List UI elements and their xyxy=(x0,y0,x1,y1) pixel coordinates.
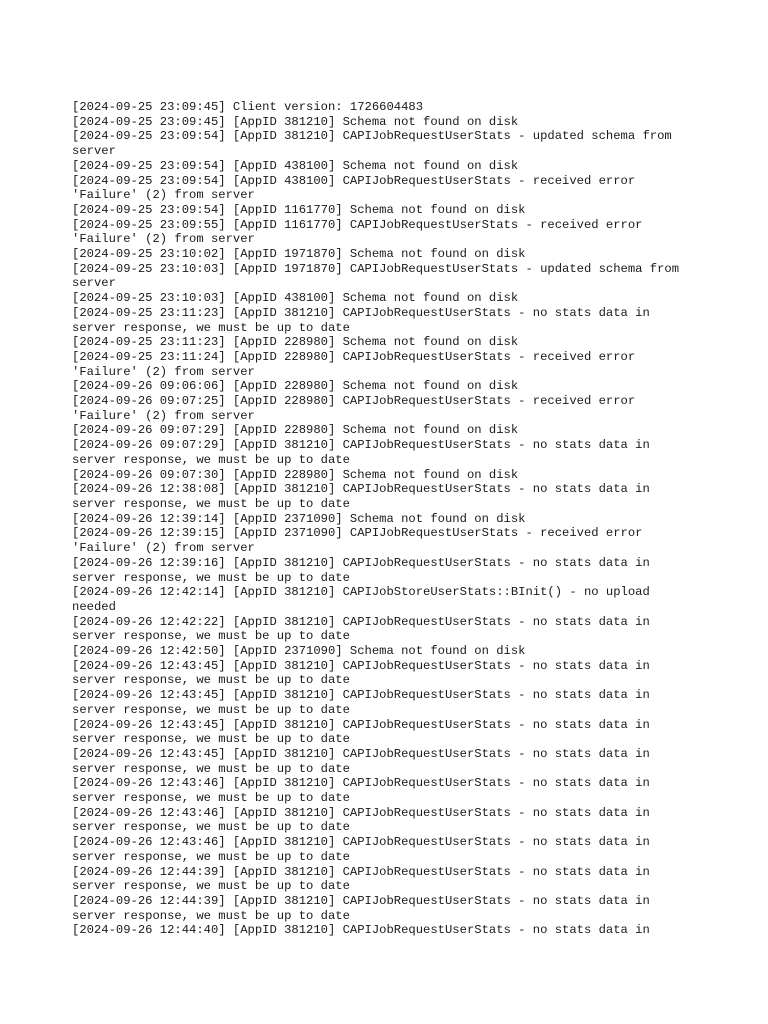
log-line: [2024-09-26 12:43:45] [AppID 381210] CAPIJobRequestUserStats - no stats data in xyxy=(72,688,650,703)
log-line: [2024-09-25 23:10:03] [AppID 1971870] CAPIJobRequestUserStats - updated schema from xyxy=(72,261,680,276)
log-line: 'Failure' (2) from server xyxy=(72,232,255,247)
log-line: [2024-09-25 23:11:24] [AppID 228980] CAPIJobRequestUserStats - received error xyxy=(72,349,636,364)
log-line: server xyxy=(72,144,116,159)
log-line: 'Failure' (2) from server xyxy=(72,364,255,379)
log-line: server response, we must be up to date xyxy=(72,761,350,776)
log-line: server response, we must be up to date xyxy=(72,820,350,835)
log-line: [2024-09-26 09:07:29] [AppID 228980] Schema not found on disk xyxy=(72,423,519,438)
log-line: [2024-09-25 23:09:45] [AppID 381210] Schema not found on disk xyxy=(72,114,519,129)
log-line: [2024-09-25 23:11:23] [AppID 381210] CAPIJobRequestUserStats - no stats data in xyxy=(72,305,650,320)
log-line: [2024-09-25 23:10:03] [AppID 438100] Schema not found on disk xyxy=(72,291,519,306)
log-line: server response, we must be up to date xyxy=(72,452,350,467)
log-line: 'Failure' (2) from server xyxy=(72,408,255,423)
log-line: [2024-09-26 12:42:50] [AppID 2371090] Schema not found on disk xyxy=(72,644,526,659)
log-document xyxy=(72,100,712,938)
log-line: [2024-09-26 12:43:46] [AppID 381210] CAPIJobRequestUserStats - no stats data in xyxy=(72,805,650,820)
log-line: [2024-09-25 23:09:54] [AppID 1161770] Schema not found on disk xyxy=(72,202,526,217)
log-line: [2024-09-26 09:07:25] [AppID 228980] CAPIJobRequestUserStats - received error xyxy=(72,394,636,409)
log-line: [2024-09-26 12:44:39] [AppID 381210] CAPIJobRequestUserStats - no stats data in xyxy=(72,893,650,908)
log-line: [2024-09-26 12:44:39] [AppID 381210] CAPIJobRequestUserStats - no stats data in xyxy=(72,864,650,879)
log-line: server response, we must be up to date xyxy=(72,908,350,923)
log-line: 'Failure' (2) from server xyxy=(72,541,255,556)
log-line: [2024-09-25 23:09:54] [AppID 381210] CAPIJobRequestUserStats - updated schema from xyxy=(72,129,672,144)
log-line: [2024-09-26 09:07:30] [AppID 228980] Schema not found on disk xyxy=(72,467,519,482)
log-line: server response, we must be up to date xyxy=(72,570,350,585)
log-line: [2024-09-26 12:44:40] [AppID 381210] CAPIJobRequestUserStats - no stats data in xyxy=(72,923,650,938)
log-line: [2024-09-25 23:09:45] Client version: 1726604483 xyxy=(72,100,424,114)
log-line: needed xyxy=(72,599,116,614)
log-line: [2024-09-26 09:06:06] [AppID 228980] Schema not found on disk xyxy=(72,379,519,394)
log-line: server response, we must be up to date xyxy=(72,791,350,806)
log-line: [2024-09-26 12:42:22] [AppID 381210] CAPIJobRequestUserStats - no stats data in xyxy=(72,614,650,629)
log-line: server response, we must be up to date xyxy=(72,702,350,717)
log-line: [2024-09-26 12:39:15] [AppID 2371090] CAPIJobRequestUserStats - received error xyxy=(72,526,643,541)
log-line: [2024-09-26 12:39:14] [AppID 2371090] Schema not found on disk xyxy=(72,511,526,526)
log-line: [2024-09-26 12:43:46] [AppID 381210] CAPIJobRequestUserStats - no stats data in xyxy=(72,835,650,850)
log-line: 'Failure' (2) from server xyxy=(72,188,255,203)
log-line: [2024-09-26 12:38:08] [AppID 381210] CAPIJobRequestUserStats - no stats data in xyxy=(72,482,650,497)
log-line: server response, we must be up to date xyxy=(72,629,350,644)
log-line: server response, we must be up to date xyxy=(72,673,350,688)
log-line: [2024-09-26 12:43:45] [AppID 381210] CAPIJobRequestUserStats - no stats data in xyxy=(72,658,650,673)
log-line: [2024-09-26 12:42:14] [AppID 381210] CAPIJobStoreUserStats::BInit() - no upload xyxy=(72,585,650,600)
log-line: [2024-09-26 12:43:45] [AppID 381210] CAPIJobRequestUserStats - no stats data in xyxy=(72,746,650,761)
log-line: [2024-09-25 23:09:55] [AppID 1161770] CAPIJobRequestUserStats - received error xyxy=(72,217,643,232)
log-line: server xyxy=(72,276,116,291)
log-line: [2024-09-26 09:07:29] [AppID 381210] CAPIJobRequestUserStats - no stats data in xyxy=(72,438,650,453)
log-line: server response, we must be up to date xyxy=(72,879,350,894)
log-line: [2024-09-26 12:43:46] [AppID 381210] CAPIJobRequestUserStats - no stats data in xyxy=(72,776,650,791)
log-line: [2024-09-25 23:10:02] [AppID 1971870] Schema not found on disk xyxy=(72,247,526,262)
log-line: [2024-09-25 23:09:54] [AppID 438100] Schema not found on disk xyxy=(72,158,519,173)
log-line: server response, we must be up to date xyxy=(72,496,350,511)
log-line: server response, we must be up to date xyxy=(72,732,350,747)
log-line: [2024-09-26 12:43:45] [AppID 381210] CAPIJobRequestUserStats - no stats data in xyxy=(72,717,650,732)
log-line: [2024-09-25 23:09:54] [AppID 438100] CAPIJobRequestUserStats - received error xyxy=(72,173,636,188)
log-line: server response, we must be up to date xyxy=(72,849,350,864)
log-line: server response, we must be up to date xyxy=(72,320,350,335)
log-line: [2024-09-25 23:11:23] [AppID 228980] Schema not found on disk xyxy=(72,335,519,350)
log-line: [2024-09-26 12:39:16] [AppID 381210] CAPIJobRequestUserStats - no stats data in xyxy=(72,555,650,570)
